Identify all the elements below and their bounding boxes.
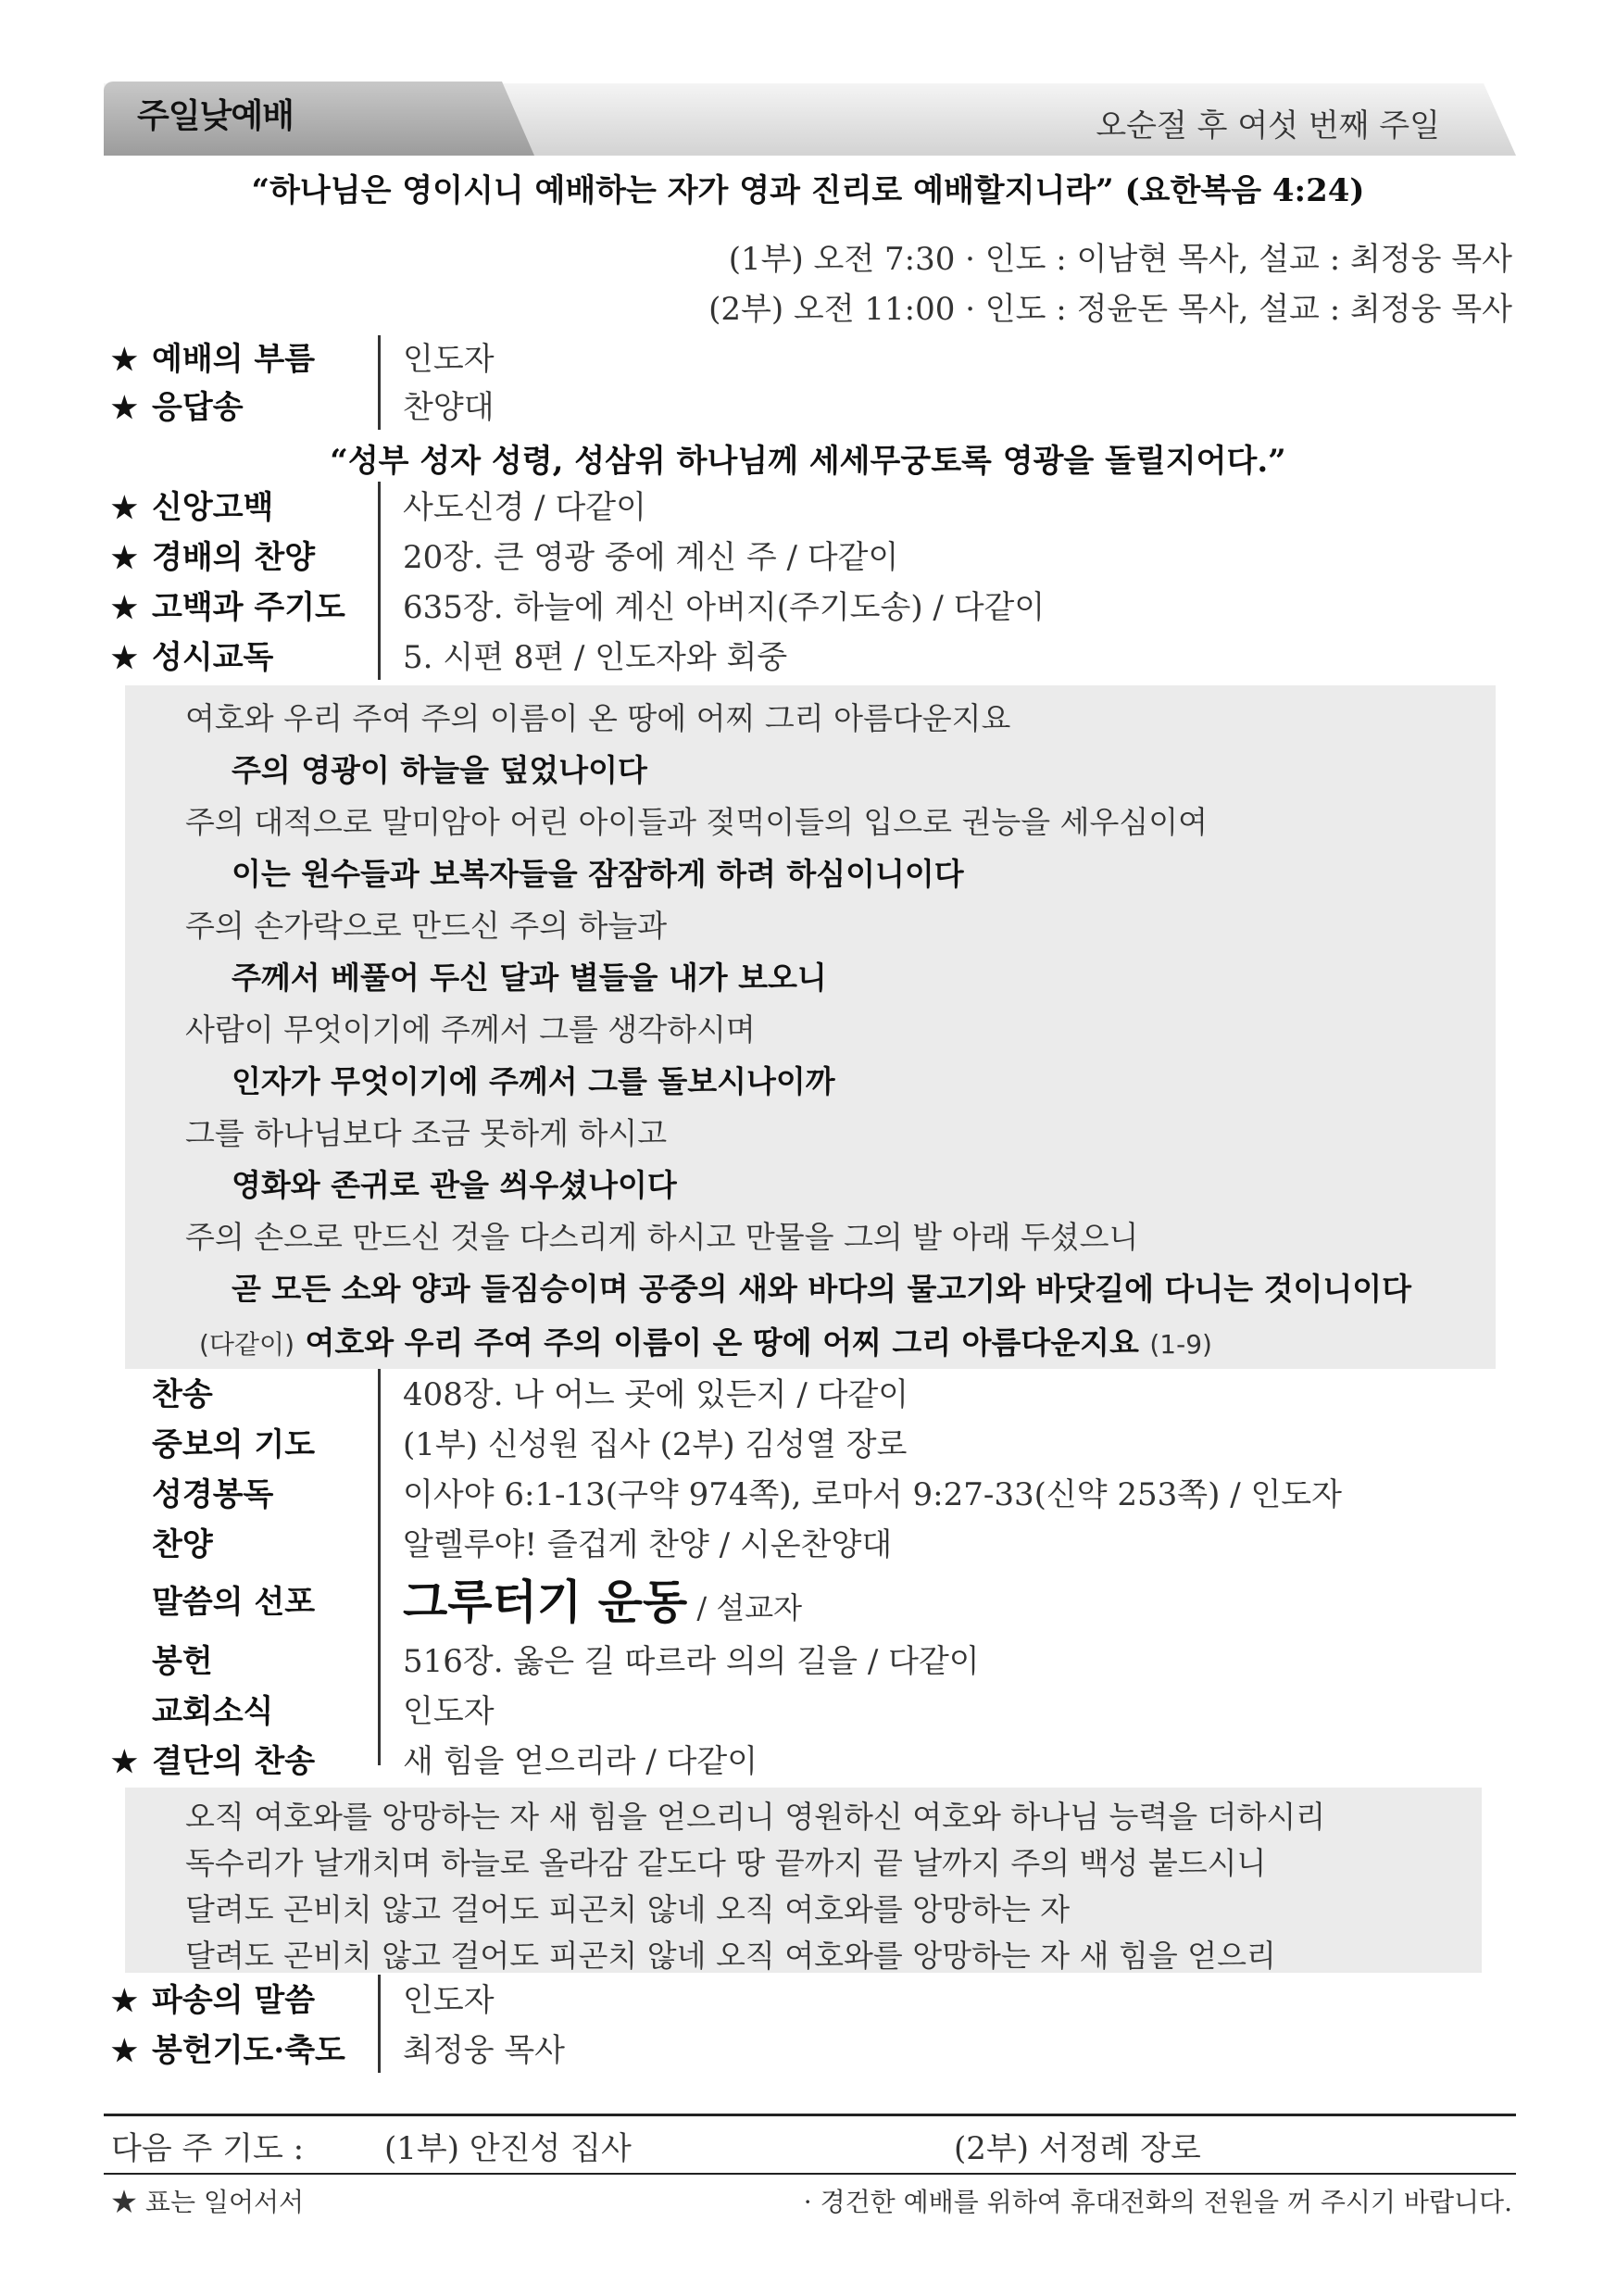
phone-note: · 경건한 예배를 위하여 휴대전화의 전원을 꺼 주시기 바랍니다. xyxy=(803,2187,1512,2217)
order-row xyxy=(111,1976,1519,2025)
order-value: 이사야 6:1-13(구약 974쪽), 로마서 9:27-33(신약 253쪽) / 인도자 xyxy=(403,1476,1342,1513)
unison-prefix: (다같이) xyxy=(199,1329,294,1360)
order-label: 봉헌기도·축도 xyxy=(152,2032,345,2069)
order-label: 성경봉독 xyxy=(152,1476,274,1513)
order-row xyxy=(111,483,1519,532)
order-row xyxy=(111,533,1519,582)
service-time-2: (2부) 오전 11:00 · 인도 : 정윤돈 목사, 설교 : 최정웅 목사 xyxy=(708,291,1512,328)
psalm-line-congregation: 이는 원수들과 보복자들을 잠잠하게 하려 하심이니이다 xyxy=(232,856,964,892)
footer-rule-bottom xyxy=(104,2173,1516,2175)
psalm-line-leader: 주의 손가락으로 만드신 주의 하늘과 xyxy=(185,908,668,944)
order-label: 교회소식 xyxy=(152,1693,274,1730)
psalm-line-congregation: 곧 모든 소와 양과 들짐승이며 공중의 새와 바다의 물고기와 바닷길에 다니는 것이니이다 xyxy=(232,1271,1411,1307)
order-row xyxy=(111,2026,1519,2075)
order-value: 5. 시편 8편 / 인도자와 회중 xyxy=(403,639,788,676)
order-value: 사도신경 / 다같이 xyxy=(403,489,646,526)
sermon-speaker: / 설교자 xyxy=(687,1590,803,1625)
order-value: 알렐루야! 즐겁게 찬양 / 시온찬양대 xyxy=(403,1526,893,1563)
order-row xyxy=(111,1371,1519,1419)
psalm-line-congregation: 인자가 무엇이기에 주께서 그를 돌보시나이까 xyxy=(232,1063,835,1099)
theme-verse: “하나님은 영이시니 예배하는 자가 영과 진리로 예배할지니라” (요한복음 4:24) xyxy=(251,172,1365,209)
order-value: 20장. 큰 영광 중에 계신 주 / 다같이 xyxy=(403,539,899,576)
order-value: 635장. 하늘에 계신 아버지(주기도송) / 다같이 xyxy=(403,589,1046,626)
star-icon: ★ xyxy=(111,590,138,625)
order-value: 인도자 xyxy=(403,341,495,378)
psalm-line-leader: 사람이 무엇이기에 주께서 그를 생각하시며 xyxy=(185,1011,756,1048)
doxology: “성부 성자 성령, 성삼위 하나님께 세세무궁토록 영광을 돌릴지어다.” xyxy=(330,443,1286,480)
service-time-1: (1부) 오전 7:30 · 인도 : 이남현 목사, 설교 : 최정웅 목사 xyxy=(728,241,1512,278)
stand-note: ★ 표는 일어서서 xyxy=(111,2187,305,2217)
order-label: 찬양 xyxy=(152,1526,213,1563)
star-icon: ★ xyxy=(111,1983,138,2018)
order-label: 찬송 xyxy=(152,1376,213,1413)
order-label: 중보의 기도 xyxy=(152,1426,316,1463)
next-prayer-2: (2부) 서정례 장로 xyxy=(954,2130,1201,2167)
order-label: 예배의 부름 xyxy=(152,341,316,378)
order-row xyxy=(111,1687,1519,1736)
star-icon: ★ xyxy=(111,640,138,675)
star-icon: ★ xyxy=(111,1744,138,1779)
star-icon: ★ xyxy=(111,490,138,525)
order-row xyxy=(111,634,1519,682)
order-label: 말씀의 선포 xyxy=(152,1584,316,1621)
footer-rule-top xyxy=(104,2114,1516,2116)
order-row xyxy=(111,1471,1519,1519)
psalm-line-congregation: 영화와 존귀로 관을 씌우셨나이다 xyxy=(232,1167,677,1203)
psalm-line-unison xyxy=(199,1319,1212,1362)
order-value: 최정웅 목사 xyxy=(403,2032,566,2069)
order-label: 성시교독 xyxy=(152,639,274,676)
psalm-line-leader: 주의 손으로 만드신 것을 다스리게 하시고 만물을 그의 발 아래 두셨으니 xyxy=(185,1219,1139,1255)
order-row xyxy=(111,1637,1519,1686)
hymn-lyric-line: 오직 여호와를 앙망하는 자 새 힘을 얻으리니 영원하신 여호와 하나님 능력을 더하시리 xyxy=(185,1799,1326,1835)
hymn-lyric-line: 달려도 곤비치 않고 걸어도 피곤치 않네 오직 여호와를 앙망하는 자 xyxy=(185,1891,1071,1927)
next-prayer-1: (1부) 안진성 집사 xyxy=(384,2130,632,2167)
order-label: 신앙고백 xyxy=(152,489,274,526)
psalm-line-congregation: 주께서 베풀어 두신 달과 별들을 내가 보오니 xyxy=(232,960,827,996)
next-prayer-label: 다음 주 기도 : xyxy=(111,2130,305,2167)
hymn-lyric-line: 독수리가 날개치며 하늘로 올라감 같도다 땅 끝까지 끝 날까지 주의 백성 붙드시니 xyxy=(185,1845,1267,1881)
hymn-lyric-line: 달려도 곤비치 않고 걸어도 피곤치 않네 오직 여호와를 앙망하는 자 새 힘을 얻으리 xyxy=(185,1938,1276,1974)
order-value: 인도자 xyxy=(403,1982,495,2019)
psalm-line-leader: 그를 하나님보다 조금 못하게 하시고 xyxy=(185,1115,668,1151)
order-label: 파송의 말씀 xyxy=(152,1982,316,2019)
order-row xyxy=(111,383,1519,432)
unison-text: 여호와 우리 주여 주의 이름이 온 땅에 어찌 그리 아름다운지요 xyxy=(305,1324,1139,1361)
order-row xyxy=(111,583,1519,632)
order-value: 인도자 xyxy=(403,1693,495,1730)
sermon-title: 그루터기 운동 xyxy=(403,1575,688,1629)
order-label: 경배의 찬양 xyxy=(152,539,316,576)
psalm-line-congregation: 주의 영광이 하늘을 덮었나이다 xyxy=(232,752,647,788)
order-label: 응답송 xyxy=(152,389,244,426)
psalm-line-leader: 여호와 우리 주여 주의 이름이 온 땅에 어찌 그리 아름다운지요 xyxy=(185,700,1011,736)
order-value: 516장. 옳은 길 따르라 의의 길을 / 다같이 xyxy=(403,1643,980,1680)
order-label: 봉헌 xyxy=(152,1643,213,1680)
star-icon: ★ xyxy=(111,540,138,575)
psalm-reference: (1-9) xyxy=(1149,1329,1212,1360)
order-value: 새 힘을 얻으리라 / 다같이 xyxy=(403,1743,758,1780)
order-label: 고백과 주기도 xyxy=(152,589,345,626)
order-label: 결단의 찬송 xyxy=(152,1743,316,1780)
order-row xyxy=(111,1421,1519,1469)
order-value: 408장. 나 어느 곳에 있든지 / 다같이 xyxy=(403,1376,909,1413)
service-name: 주일낮예배 xyxy=(137,97,294,135)
star-icon: ★ xyxy=(111,342,138,377)
star-icon: ★ xyxy=(111,2033,138,2068)
sermon-row xyxy=(111,1573,1519,1632)
liturgical-date: 오순절 후 여섯 번째 주일 xyxy=(1096,107,1440,144)
psalm-line-leader: 주의 대적으로 말미암아 어린 아이들과 젖먹이들의 입으로 권능을 세우심이여 xyxy=(185,804,1209,840)
order-row xyxy=(111,335,1519,383)
order-row xyxy=(111,1738,1519,1786)
order-value: 찬양대 xyxy=(403,389,495,426)
star-icon: ★ xyxy=(111,390,138,425)
order-row xyxy=(111,1521,1519,1569)
order-value: (1부) 신성원 집사 (2부) 김성열 장로 xyxy=(403,1426,908,1463)
